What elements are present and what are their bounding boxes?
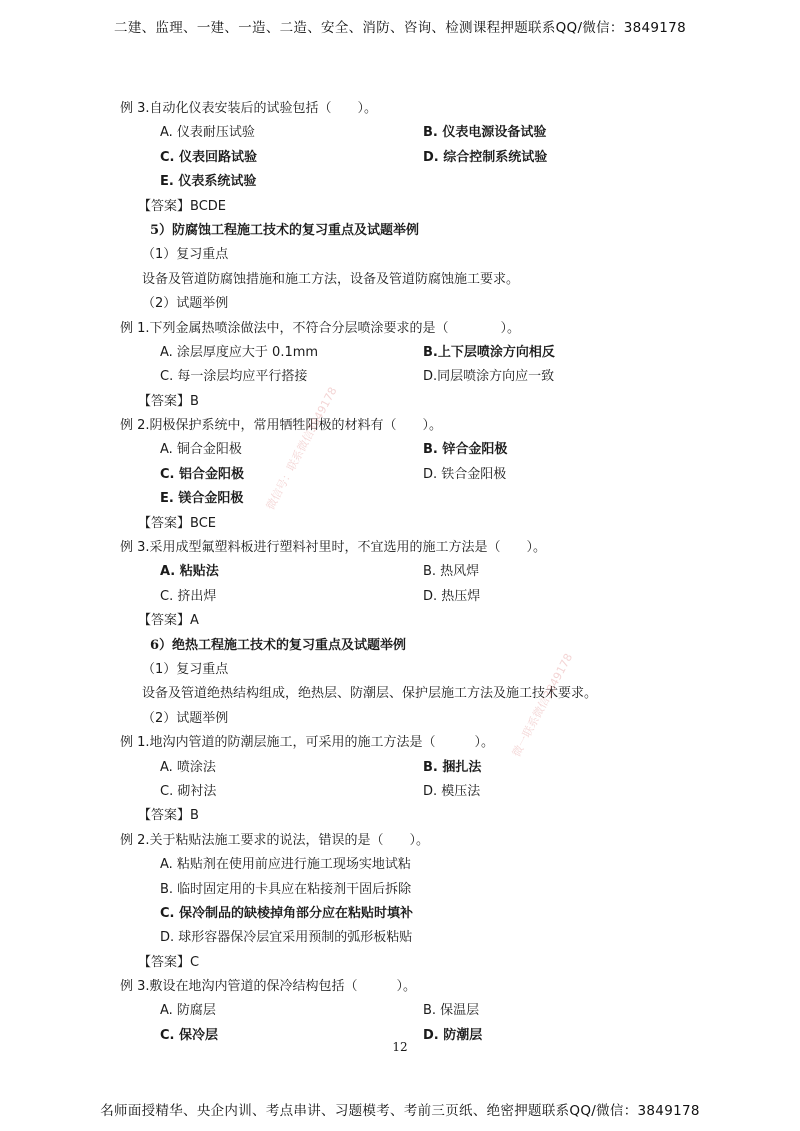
page-header: 二建、监理、一建、一造、二造、安全、消防、咨询、检测课程押题联系QQ/微信：3849178 (114, 20, 686, 36)
option-item: B. 保温层 (423, 1003, 480, 1019)
subsection-label: （1）复习重点 (142, 247, 229, 263)
option-item: B. 临时固定用的卡具应在粘接剂干固后拆除 (160, 881, 412, 897)
question-text: 例 2.阴极保护系统中，常用牺牲阳极的材料有（ ）。 (120, 418, 443, 434)
option-row (120, 463, 760, 487)
option-item: C. 保冷层 (160, 1027, 219, 1043)
question-text: 例 2.关于粘贴法施工要求的说法，错误的是（ ）。 (120, 832, 430, 848)
option-row (120, 878, 760, 902)
answer-line: 【答案】B (138, 808, 199, 824)
option-item: C. 挤出焊 (160, 588, 217, 604)
option-item: C. 砌衬法 (160, 783, 217, 799)
option-row (120, 780, 760, 804)
option-item: D. 综合控制系统试验 (423, 149, 548, 165)
option-item: D. 模压法 (423, 783, 481, 799)
answer-line: 【答案】BCE (138, 515, 216, 531)
option-row (120, 560, 760, 584)
question-text: 例 1.地沟内管道的防潮层施工，可采用的施工方法是（ ）。 (120, 735, 495, 751)
subsection-label: （1）复习重点 (142, 661, 229, 677)
option-item: A. 粘贴法 (160, 564, 219, 580)
option-item: D. 热压焊 (423, 588, 481, 604)
answer-line: 【答案】A (138, 613, 199, 629)
option-item: C. 铝合金阳极 (160, 466, 245, 482)
option-item: B. 锌合金阳极 (423, 442, 508, 458)
option-item: D. 球形容器保冷层宜采用预制的弧形板粘贴 (160, 930, 413, 946)
option-row (120, 853, 760, 877)
option-item: A. 涂层厚度应大于 0.1mm (160, 344, 319, 360)
subsection-label: （2）试题举例 (142, 710, 229, 726)
answer-line: 【答案】C (138, 954, 200, 970)
answer-line: 【答案】B (138, 393, 199, 409)
watermark: 微一联系微信3849178 (509, 651, 576, 760)
question-text: 例 3.敷设在地沟内管道的保冷结构包括（ ）。 (120, 979, 417, 995)
option-item: C. 仪表回路试验 (160, 149, 258, 165)
option-item: D. 铁合金阳极 (423, 466, 507, 482)
option-item: E. 仪表系统试验 (160, 174, 257, 190)
option-row (120, 756, 760, 780)
option-row (120, 438, 760, 462)
section-heading: 6）绝热工程施工技术的复习重点及试题举例 (150, 637, 407, 653)
option-row (120, 341, 760, 365)
option-row (120, 121, 760, 145)
subsection-label: （2）试题举例 (142, 296, 229, 312)
option-row (120, 585, 760, 609)
option-row (120, 170, 760, 194)
option-item: A. 仪表耐压试验 (160, 125, 255, 141)
paragraph-text: 设备及管道防腐蚀措施和施工方法，设备及管道防腐蚀施工要求。 (142, 271, 520, 287)
option-row (120, 365, 760, 389)
option-row (120, 902, 760, 926)
option-item: B. 仪表电源设备试验 (423, 125, 547, 141)
option-row (120, 926, 760, 950)
page-footer: 名师面授精华、央企内训、考点串讲、习题模考、考前三页纸、绝密押题联系QQ/微信：3849178 (100, 1103, 700, 1119)
option-item: A. 粘贴剂在使用前应进行施工现场实地试粘 (160, 857, 411, 873)
option-item: C. 每一涂层均应平行搭接 (160, 369, 308, 385)
question-text: 例 3.自动化仪表安装后的试验包括（ ）。 (120, 101, 378, 116)
option-item: B. 捆扎法 (423, 759, 482, 775)
option-row (120, 487, 760, 511)
paragraph-text: 设备及管道绝热结构组成，绝热层、防潮层、保护层施工方法及施工技术要求。 (142, 686, 598, 702)
option-item: B.上下层喷涂方向相反 (423, 344, 555, 360)
document-body (120, 97, 760, 1048)
option-item: A. 喷涂法 (160, 759, 216, 775)
option-item: E. 镁合金阳极 (160, 491, 244, 507)
option-item: A. 防腐层 (160, 1003, 216, 1019)
answer-line: 【答案】BCDE (138, 198, 226, 214)
watermark: 微信号：联系微信3849178 (263, 384, 340, 513)
option-row (120, 146, 760, 170)
page-number: 12 (392, 1040, 408, 1054)
section-heading: 5）防腐蚀工程施工技术的复习重点及试题举例 (150, 222, 420, 238)
question-text: 例 3.采用成型氟塑料板进行塑料衬里时，不宜选用的施工方法是（ ）。 (120, 540, 547, 556)
option-item: D.同层喷涂方向应一致 (423, 369, 555, 385)
option-item: C. 保冷制品的缺棱掉角部分应在粘贴时填补 (160, 905, 414, 921)
question-text: 例 1.下列金属热喷涂做法中，不符合分层喷涂要求的是（ ）。 (120, 320, 521, 336)
option-item: A. 铜合金阳极 (160, 442, 242, 458)
option-row (120, 999, 760, 1023)
option-item: D. 防潮层 (423, 1027, 483, 1043)
option-item: B. 热风焊 (423, 564, 480, 580)
